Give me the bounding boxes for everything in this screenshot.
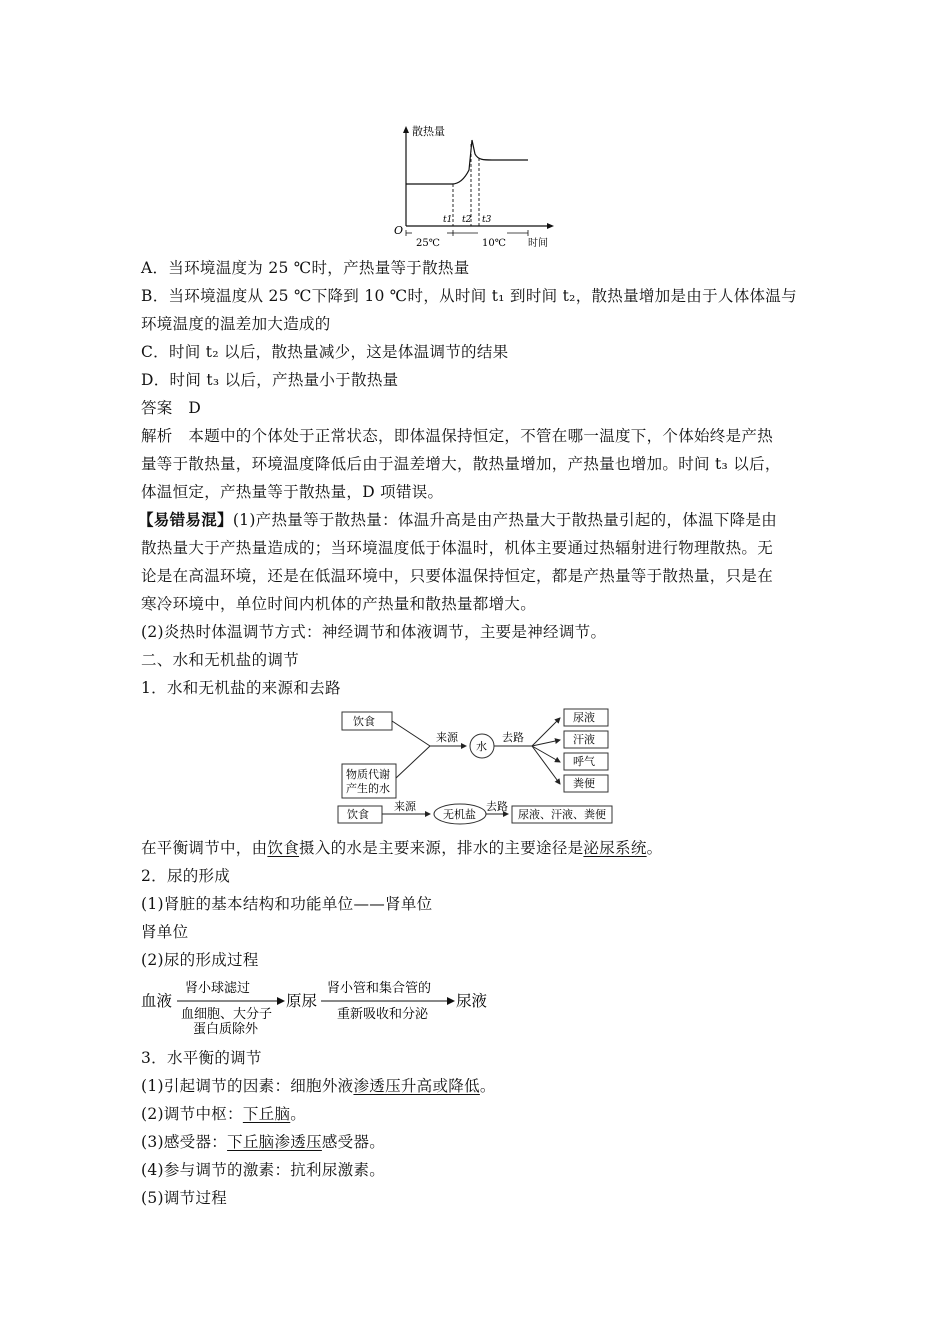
water-salt-flow-diagram: [336, 706, 616, 828]
final-urine-label: 尿液: [456, 992, 488, 1010]
graph-temp-right: 10℃: [482, 238, 506, 249]
source-label: 来源: [436, 731, 458, 744]
i2-post: 。: [290, 1105, 307, 1123]
x-axis-arrow: [547, 223, 554, 229]
urine-sub2: 2．尿的形成: [141, 867, 231, 885]
i1-post: 。: [479, 1077, 496, 1095]
filter-label: 肾小球滤过: [185, 981, 251, 996]
sink2-label: 去路: [486, 800, 508, 813]
out-breath-label: 呼气: [573, 755, 595, 768]
water-balance-i2: [141, 1104, 306, 1124]
option-c: C．时间 t₂ 以后，散热量减少，这是体温调节的结果: [141, 343, 509, 361]
salt-label: 无机盐: [443, 808, 476, 821]
water-balance-i4: (4)参与调节的激素：抗利尿激素。: [141, 1161, 386, 1179]
option-a: A．当环境温度为 25 ℃时，产热量等于散热量: [141, 259, 470, 277]
graph-t1: t1: [443, 215, 453, 225]
primary-label: 原尿: [286, 992, 318, 1010]
out-feces-label: 粪便: [573, 777, 595, 790]
tubule-label: 肾小管和集合管的: [327, 981, 432, 996]
water-balance-i3: [141, 1132, 385, 1152]
note-p1a: (1)产热量等于散热量：体温升高是由产热量大于散热量引起的，体温下降是由: [232, 511, 778, 529]
urine-s1b: 肾单位: [141, 923, 189, 941]
out-urine-label: 尿液: [573, 711, 595, 724]
answer: 答案 D: [141, 399, 202, 417]
heat-curve: [406, 140, 528, 184]
blood-label: 血液: [141, 992, 173, 1010]
urine-s2: (2)尿的形成过程: [141, 951, 259, 969]
analysis-line3: 体温恒定，产热量等于散热量，D 项错误。: [141, 483, 444, 501]
urine-formation-diagram: [141, 978, 501, 1036]
source2-label: 来源: [394, 800, 416, 813]
note-line2: 散热量大于产热量造成的；当环境温度低于体温时，机体主要通过热辐射进行物理散热。无: [141, 539, 774, 557]
analysis-line2: 量等于散热量，环境温度降低后由于温差增大，散热量增加，产热量也增加。时间 t₃ 以后，: [141, 455, 781, 473]
graph-temp-left: 25℃: [416, 238, 440, 249]
balance-sentence: [141, 838, 662, 858]
i2-u: 下丘脑: [242, 1105, 291, 1123]
section2-title: 二、水和无机盐的调节: [141, 651, 300, 669]
note-line3: 论是在高温环境，还是在低温环境中，只要体温保持恒定，都是产热量等于散热量，只是在: [141, 567, 774, 585]
balance-post: 。: [646, 839, 663, 857]
graph-ylabel: 散热量: [412, 125, 445, 138]
reabs-label: 重新吸收和分泌: [337, 1007, 429, 1022]
balance-u2: 泌尿系统: [583, 839, 647, 857]
i2-pre: (2)调节中枢：: [141, 1105, 243, 1123]
note-line1: [138, 510, 777, 530]
out-sweat-label: 汗液: [573, 733, 595, 746]
graph-t2: t2: [462, 215, 472, 225]
food2-label: 饮食: [347, 808, 369, 821]
i3-post: 感受器。: [321, 1133, 386, 1151]
balance-u1: 饮食: [267, 839, 300, 857]
balance-mid: 摄入的水是主要来源，排水的主要途径是: [299, 839, 584, 857]
graph-t3: t3: [482, 215, 492, 225]
graph-origin: O: [394, 224, 404, 237]
section2-sub1: 1．水和无机盐的来源和去路: [141, 679, 341, 697]
i1-pre: (1)引起调节的因素：细胞外液: [141, 1077, 354, 1095]
heat-dissipation-graph: [392, 122, 560, 250]
metabolism-label-2: 产生的水: [346, 782, 390, 795]
water-balance-sub3: 3．水平衡的调节: [141, 1049, 262, 1067]
except-label-1: 血细胞、大分子: [181, 1007, 273, 1022]
analysis-line1: 解析 本题中的个体处于正常状态，即体温保持恒定，不管在哪一温度下，个体始终是产热: [141, 427, 774, 445]
note-line4: 寒冷环境中，单位时间内机体的产热量和散热量都增大。: [141, 595, 537, 613]
note-p2: (2)炎热时体温调节方式：神经调节和体液调节，主要是神经调节。: [141, 623, 607, 641]
metabolism-label-1: 物质代谢: [346, 768, 390, 781]
water-label: 水: [476, 740, 487, 753]
y-axis-arrow: [403, 126, 409, 133]
sink-label: 去路: [502, 731, 524, 744]
balance-pre: 在平衡调节中，由: [141, 839, 268, 857]
i3-pre: (3)感受器：: [141, 1133, 228, 1151]
option-d: D．时间 t₃ 以后，产热量小于散热量: [141, 371, 399, 389]
i1-u: 渗透压升高或降低: [353, 1077, 480, 1095]
outs-label: 尿液、汗液、粪便: [518, 808, 606, 821]
food-label: 饮食: [353, 715, 375, 728]
i3-u: 下丘脑渗透压: [227, 1133, 322, 1151]
except-label-2: 蛋白质除外: [193, 1022, 259, 1036]
water-balance-i1: [141, 1076, 496, 1096]
water-balance-i5: (5)调节过程: [141, 1189, 228, 1207]
option-b-line2: 环境温度的温差加大造成的: [141, 315, 331, 333]
graph-xlabel: 时间: [528, 238, 548, 249]
urine-s1: (1)肾脏的基本结构和功能单位——肾单位: [141, 895, 433, 913]
option-b-line1: B．当环境温度从 25 ℃下降到 10 ℃时，从时间 t₁ 到时间 t₂，散热量增加是由于人体体温与: [141, 287, 797, 305]
note-tag: 【易错易混】: [138, 510, 233, 529]
